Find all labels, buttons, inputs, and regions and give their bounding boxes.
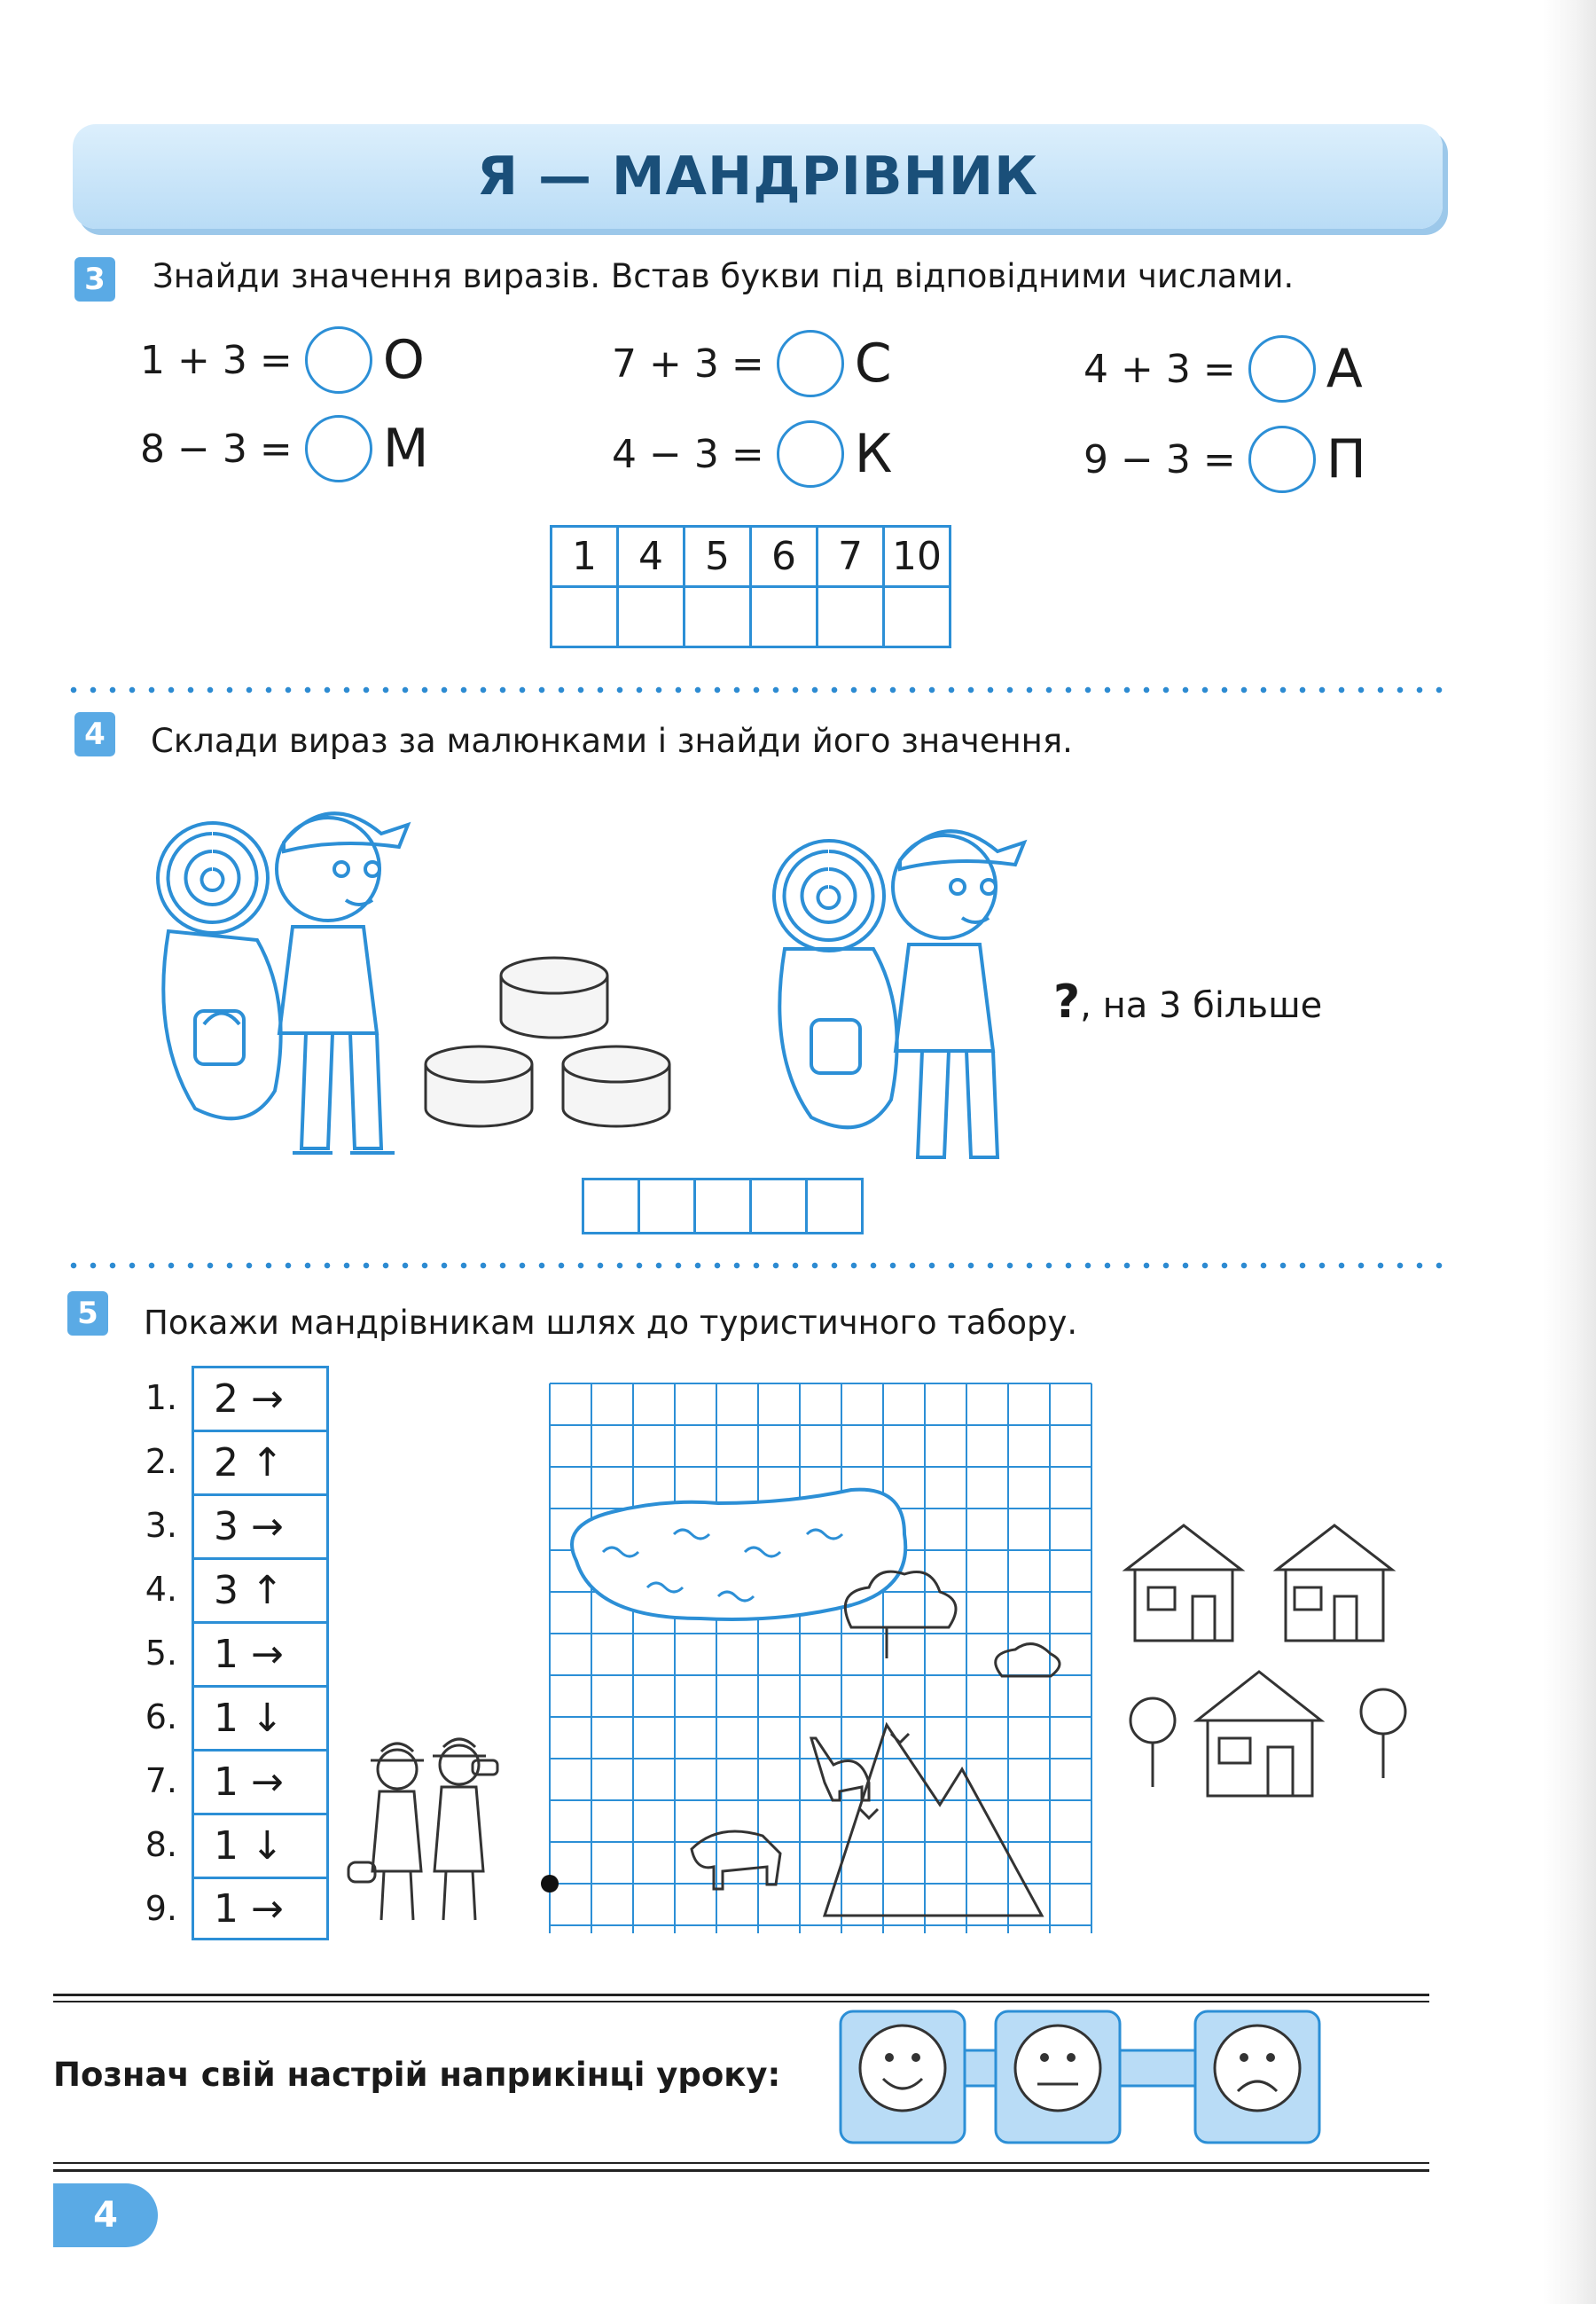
- expression-box[interactable]: [807, 1179, 863, 1234]
- step-number: 9.: [145, 1889, 177, 1928]
- expression-box[interactable]: [639, 1179, 695, 1234]
- hint-text: , на 3 більше: [1080, 985, 1323, 1026]
- step-number: 1.: [145, 1378, 177, 1417]
- step-direction: 1 →: [192, 1621, 329, 1685]
- route-grid-map[interactable]: [550, 1383, 1117, 1942]
- divider-line: [53, 1994, 1429, 1996]
- route-step: [124, 1749, 329, 1813]
- answer-circle[interactable]: [1248, 426, 1316, 493]
- answer-letter-cell[interactable]: [818, 587, 884, 647]
- route-step: [124, 1366, 329, 1430]
- expression-text: 4 − 3 =: [612, 431, 764, 477]
- answer-circle[interactable]: [305, 415, 372, 482]
- expression-answer-boxes: [582, 1178, 864, 1234]
- hikers-illustration: [344, 1729, 521, 1933]
- answer-number: 6: [751, 527, 818, 587]
- step-direction: 1 →: [192, 1749, 329, 1813]
- divider-line: [53, 2162, 1429, 2164]
- expression-letter: П: [1326, 428, 1366, 490]
- mood-faces: [841, 2006, 1408, 2148]
- expression-4: [612, 420, 892, 488]
- answer-letter-cell[interactable]: [618, 587, 685, 647]
- neutral-face-icon[interactable]: [1015, 2026, 1100, 2111]
- task-4-badge: 4: [74, 712, 115, 756]
- expression-3: [612, 330, 892, 397]
- route-step: [124, 1621, 329, 1685]
- page-number: 4: [53, 2183, 158, 2247]
- mood-label: Познач свій настрій наприкінці уроку:: [53, 2056, 781, 2094]
- expression-text: 4 + 3 =: [1084, 346, 1236, 392]
- step-number: 6.: [145, 1697, 177, 1736]
- answer-number: 7: [818, 527, 884, 587]
- task-3-badge: 3: [74, 257, 115, 302]
- expression-1: [140, 326, 425, 394]
- task-5-badge: 5: [67, 1291, 108, 1336]
- route-step: [124, 1430, 329, 1493]
- start-point-dot: [541, 1875, 559, 1893]
- page-title: Я — МАНДРІВНИК: [476, 145, 1039, 208]
- step-number: 5.: [145, 1634, 177, 1673]
- expression-box[interactable]: [583, 1179, 639, 1234]
- happy-face-icon[interactable]: [860, 2026, 945, 2111]
- sad-face-icon[interactable]: [1215, 2026, 1300, 2111]
- step-direction: 3 ↑: [192, 1557, 329, 1621]
- dotted-divider: [64, 686, 1447, 694]
- page-edge: [1543, 0, 1596, 2304]
- answer-table: [550, 525, 951, 648]
- step-number: 7.: [145, 1761, 177, 1800]
- step-number: 8.: [145, 1825, 177, 1864]
- answer-circle[interactable]: [305, 326, 372, 394]
- route-steps: [124, 1366, 329, 1940]
- title-banner: [73, 124, 1443, 229]
- expression-text: 7 + 3 =: [612, 341, 764, 387]
- step-direction: 2 ↑: [192, 1430, 329, 1493]
- answer-number: 4: [618, 527, 685, 587]
- dotted-divider: [64, 1262, 1447, 1269]
- expression-6: [1084, 426, 1366, 493]
- step-direction: 2 →: [192, 1366, 329, 1430]
- expression-letter: С: [854, 333, 892, 395]
- expression-2: [140, 415, 428, 482]
- step-number: 4.: [145, 1570, 177, 1609]
- expression-letter: К: [854, 423, 893, 485]
- answer-letter-cell[interactable]: [685, 587, 751, 647]
- expression-letter: А: [1326, 338, 1363, 400]
- expression-box[interactable]: [695, 1179, 751, 1234]
- route-step: [124, 1877, 329, 1940]
- task-4-hint: [1053, 976, 1322, 1029]
- expression-text: 8 − 3 =: [140, 426, 293, 472]
- expression-5: [1084, 335, 1363, 403]
- step-direction: 3 →: [192, 1493, 329, 1557]
- expression-text: 9 − 3 =: [1084, 436, 1236, 482]
- question-mark: ?: [1053, 976, 1081, 1029]
- step-direction: 1 ↓: [192, 1685, 329, 1749]
- expression-letter: М: [382, 418, 429, 480]
- hiker-boy-illustration: [151, 780, 417, 1171]
- answer-letter-cell[interactable]: [552, 587, 618, 647]
- cans-illustration: [417, 949, 683, 1144]
- expression-text: 1 + 3 =: [140, 337, 293, 383]
- answer-letter-cell[interactable]: [751, 587, 818, 647]
- divider-line: [53, 2001, 1429, 2002]
- task-4-instruction: Склади вираз за малюнками і знайди його значення.: [151, 722, 1073, 760]
- hiker-boy-illustration: [763, 798, 1029, 1171]
- step-direction: 1 ↓: [192, 1813, 329, 1877]
- expression-box[interactable]: [751, 1179, 807, 1234]
- step-number: 3.: [145, 1506, 177, 1545]
- answer-number: 10: [884, 527, 951, 587]
- expression-letter: О: [382, 329, 425, 391]
- task-3-instruction: Знайди значення виразів. Встав букви під відповідними числами.: [153, 257, 1295, 295]
- divider-line: [53, 2169, 1429, 2172]
- tourist-camp-houses: [1117, 1516, 1419, 1800]
- route-step: [124, 1557, 329, 1621]
- step-number: 2.: [145, 1442, 177, 1481]
- answer-letter-cell[interactable]: [884, 587, 951, 647]
- answer-number: 5: [685, 527, 751, 587]
- route-step: [124, 1685, 329, 1749]
- answer-number: 1: [552, 527, 618, 587]
- answer-circle[interactable]: [777, 420, 844, 488]
- task-5-instruction: Покажи мандрівникам шлях до туристичного табору.: [144, 1304, 1078, 1342]
- route-step: [124, 1493, 329, 1557]
- route-step: [124, 1813, 329, 1877]
- answer-circle[interactable]: [1248, 335, 1316, 403]
- step-direction: 1 →: [192, 1877, 329, 1940]
- answer-circle[interactable]: [777, 330, 844, 397]
